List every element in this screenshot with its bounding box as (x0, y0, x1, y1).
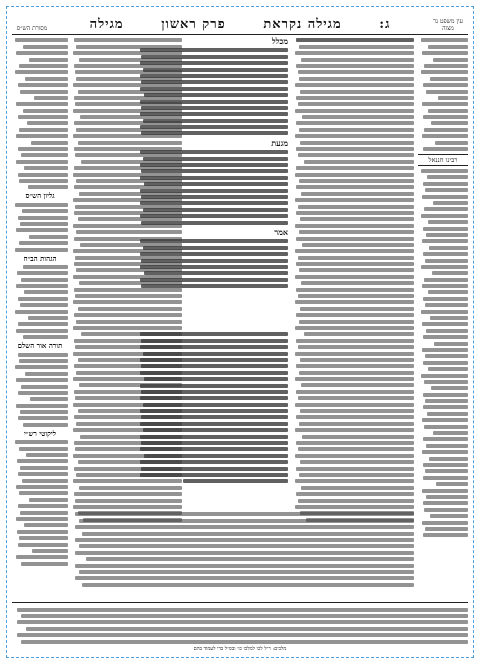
page-header (12, 10, 468, 35)
footer-note: מלכים: ר״ל לכו למלכו כו׳ ובס״ל בדי לעמוד בהם (193, 646, 287, 652)
gemara-secondary-word: מגעת (271, 137, 288, 148)
rabbeinu-chananel-header: רבינו חננאל (418, 154, 468, 166)
chapter-title: פרק ראשון (161, 17, 226, 32)
book-title: מגילה (89, 17, 124, 32)
talmud-page (12, 10, 468, 652)
torah-or-header: תורה אור השלם (17, 341, 63, 351)
gilyon-hashas-header: גליון הש״ס (25, 191, 55, 201)
folio-number: ג: (379, 17, 391, 32)
gemara-lower-text (138, 330, 288, 510)
left-margin-column (12, 36, 68, 636)
hagahot-habach-header: הגהות הב״ח (23, 253, 57, 263)
bottom-commentary-band (72, 510, 414, 600)
right-margin-column (418, 36, 468, 596)
gemara-opening-word: מכלל (271, 36, 288, 46)
gemara-tertiary-word: אמר (274, 226, 288, 237)
tractate-title: מגילה נקראת (263, 17, 342, 32)
page-footer (12, 602, 468, 652)
masoret-label: מסורת הש״ס (16, 25, 48, 32)
ein-mishpat-label: עין משפט נר מצוה (433, 18, 463, 32)
likutei-rashi-header: ליקוטי רש״י (23, 428, 57, 438)
